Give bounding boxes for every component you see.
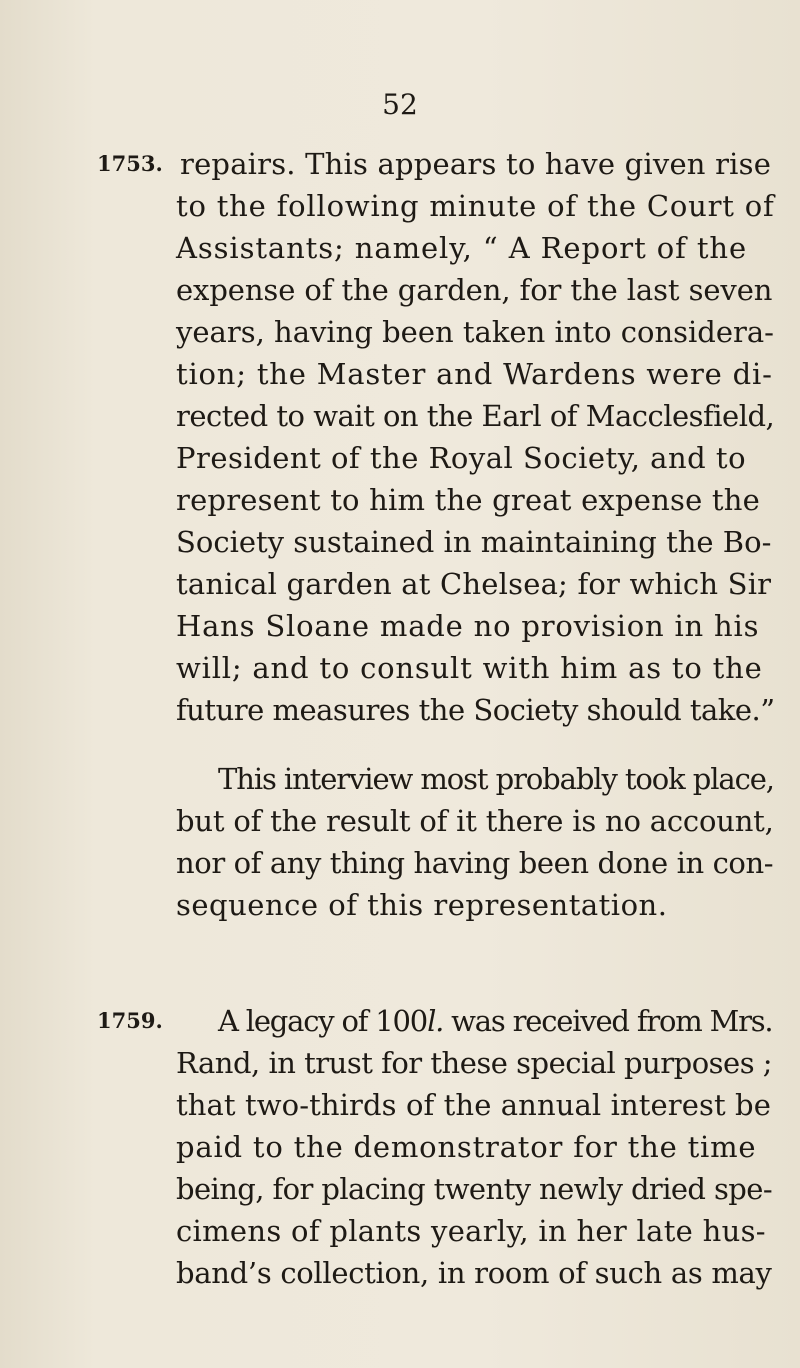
text-line: future measures the Society should take.” [176, 693, 775, 727]
text-line: President of the Royal Society, and to [176, 441, 747, 475]
text-line: nor of any thing having been done in con- [176, 846, 774, 880]
text-line: being, for placing twenty newly dried spe- [176, 1172, 773, 1206]
year-marker: 1759. [97, 1008, 163, 1033]
text-line: repairs. This appears to have given rise [180, 147, 772, 181]
page-number: 52 [382, 88, 418, 121]
text-line: will; and to consult with him as to the [176, 651, 763, 685]
text-line: to the following minute of the Court of [176, 189, 775, 223]
text-line: Society sustained in maintaining the Bo- [176, 525, 772, 559]
text-line: tanical garden at Chelsea; for which Sir [176, 567, 772, 601]
text-line: Hans Sloane made no provision in his [176, 609, 760, 643]
text-line: tion; the Master and Wardens were di- [176, 357, 773, 391]
text-line: This interview most probably took place, [218, 762, 774, 796]
text-line: years, having been taken into considera- [176, 315, 774, 349]
text-segment: A legacy of 100 [218, 1004, 428, 1038]
text-line: rected to wait on the Earl of Macclesfield, [176, 399, 775, 433]
text-line: Rand, in trust for these special purposes ; [176, 1046, 773, 1080]
text-line [218, 1002, 772, 1040]
text-line: represent to him the great expense the [176, 483, 760, 517]
text-line: Assistants; namely, “ A Report of the [176, 231, 748, 265]
text-line: expense of the garden, for the last seven [176, 273, 773, 307]
text-line: that two-thirds of the annual interest be [176, 1088, 771, 1122]
text-line: paid to the demonstrator for the time [176, 1130, 757, 1164]
currency-abbreviation: l. [427, 1004, 444, 1038]
text-line: but of the result of it there is no account, [176, 804, 774, 838]
text-line: cimens of plants yearly, in her late hus- [176, 1214, 766, 1248]
text-line: band’s collection, in room of such as may [176, 1256, 772, 1290]
year-marker: 1753. [97, 151, 163, 176]
text-segment: was received from Mrs. [443, 1004, 773, 1038]
text-line: sequence of this representation. [176, 888, 668, 922]
